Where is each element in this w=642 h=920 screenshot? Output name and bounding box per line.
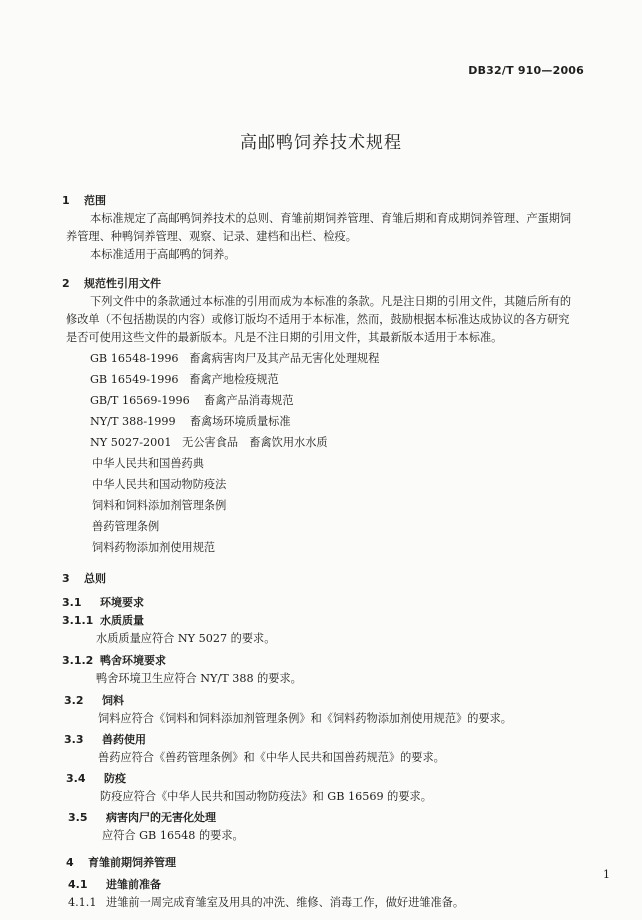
reference-item (90, 436, 328, 450)
subsection-heading (64, 733, 146, 747)
subsection-title: 进雏前准备 (106, 878, 161, 891)
section-3-heading (62, 572, 106, 586)
subsection-number: 3.1.2 (62, 654, 94, 667)
subsection-number: 4.1 (68, 878, 88, 891)
subsection-number: 3.4 (66, 772, 86, 785)
section-number: 2 (62, 277, 70, 290)
subsection-heading (64, 694, 124, 708)
reference-item (90, 415, 291, 429)
reference-item (90, 352, 379, 366)
reference-title: 畜禽场环境质量标准 (189, 415, 291, 428)
reference-item (90, 373, 279, 387)
subsection-title: 兽药使用 (102, 733, 146, 746)
reference-title: 兽药管理条例 (92, 520, 160, 533)
subsection-heading (68, 811, 216, 825)
subsection-number: 4.1.1 (68, 896, 97, 909)
paragraph-line: 养管理、种鸭饲养管理、观察、记录、建档和出栏、检疫。 (66, 230, 357, 243)
reference-item (92, 520, 159, 534)
document-title: 高邮鸭饲养技术规程 (240, 133, 402, 153)
clause-text: 进雏前一周完成育雏室及用具的冲洗、维修、消毒工作，做好进雏准备。 (106, 896, 465, 909)
subsection-heading (62, 596, 144, 610)
section-number: 4 (66, 856, 74, 869)
subsection-title: 饲料 (102, 694, 124, 707)
section-number: 3 (62, 572, 70, 585)
clause-text: 鸭舍环境卫生应符合 NY/T 388 的要求。 (96, 672, 302, 685)
clause-text: 兽药应符合《兽药管理条例》和《中华人民共和国兽药规范》的要求。 (98, 751, 445, 764)
reference-item (92, 541, 215, 555)
subsection-title: 防疫 (104, 772, 126, 785)
reference-title: 中华人民共和国兽药典 (92, 457, 204, 470)
reference-code: NY 5027-2001 (90, 436, 172, 449)
clause-text: 水质质量应符合 NY 5027 的要求。 (96, 632, 276, 645)
reference-title: 饲料药物添加剂使用规范 (92, 541, 216, 554)
section-title: 规范性引用文件 (84, 277, 161, 290)
section-title: 范围 (84, 194, 106, 207)
reference-title: 饲料和饲料添加剂管理条例 (92, 499, 227, 512)
clause-text: 应符合 GB 16548 的要求。 (102, 829, 244, 842)
subsection-number: 3.2 (64, 694, 84, 707)
reference-title: 畜禽产品消毒规范 (204, 394, 294, 407)
subsection-title: 鸭舍环境要求 (100, 654, 166, 667)
clause-line (68, 896, 464, 910)
section-1-heading (62, 194, 106, 208)
clause-text: 防疫应符合《中华人民共和国动物防疫法》和 GB 16569 的要求。 (100, 790, 432, 803)
subsection-heading (62, 614, 144, 628)
reference-item (92, 457, 204, 471)
subsection-title: 水质质量 (100, 614, 144, 627)
subsection-heading (62, 654, 166, 668)
subsection-title: 病害肉尸的无害化处理 (106, 811, 216, 824)
reference-item (92, 478, 226, 492)
subsection-title: 环境要求 (100, 596, 144, 609)
reference-title: 无公害食品 畜禽饮用水水质 (182, 436, 328, 449)
subsection-number: 3.3 (64, 733, 84, 746)
reference-code: GB 16549-1996 (90, 373, 179, 386)
reference-code: GB 16548-1996 (90, 352, 179, 365)
section-title: 育雏前期饲养管理 (88, 856, 176, 869)
reference-title: 畜禽病害肉尸及其产品无害化处理规程 (189, 352, 380, 365)
section-4-heading (66, 856, 176, 870)
paragraph-line: 下列文件中的条款通过本标准的引用而成为本标准的条款。凡是注日期的引用文件，其随后所有的 (90, 295, 572, 308)
reference-item (90, 394, 294, 408)
section-title: 总则 (84, 572, 106, 585)
subsection-heading (66, 772, 126, 786)
clause-text: 饲料应符合《饲料和饲料添加剂管理条例》和《饲料药物添加剂使用规范》的要求。 (98, 712, 512, 725)
reference-code: NY/T 388-1999 (90, 415, 176, 428)
paragraph-line: 修改单（不包括勘误的内容）或修订版均不适用于本标准，然而，鼓励根据本标准达成协议的各方研究 (66, 313, 570, 326)
standard-code: DB32/T 910—2006 (468, 64, 584, 77)
reference-code: GB/T 16569-1996 (90, 394, 190, 407)
section-number: 1 (62, 194, 70, 207)
reference-item (92, 499, 226, 513)
subsection-heading (68, 878, 161, 892)
paragraph-line: 是否可使用这些文件的最新版本。凡是不注日期的引用文件，其最新版本适用于本标准。 (66, 331, 503, 344)
subsection-number: 3.1 (62, 596, 82, 609)
reference-title: 畜禽产地检疫规范 (189, 373, 279, 386)
paragraph-line: 本标准规定了高邮鸭饲养技术的总则、育雏前期饲养管理、育雏后期和育成期饲养管理、产蛋期饲 (90, 212, 572, 225)
page-number: 1 (603, 868, 610, 881)
reference-title: 中华人民共和国动物防疫法 (92, 478, 227, 491)
subsection-number: 3.5 (68, 811, 88, 824)
paragraph-line: 本标准适用于高邮鸭的饲养。 (90, 248, 236, 261)
section-2-heading (62, 277, 161, 291)
subsection-number: 3.1.1 (62, 614, 94, 627)
